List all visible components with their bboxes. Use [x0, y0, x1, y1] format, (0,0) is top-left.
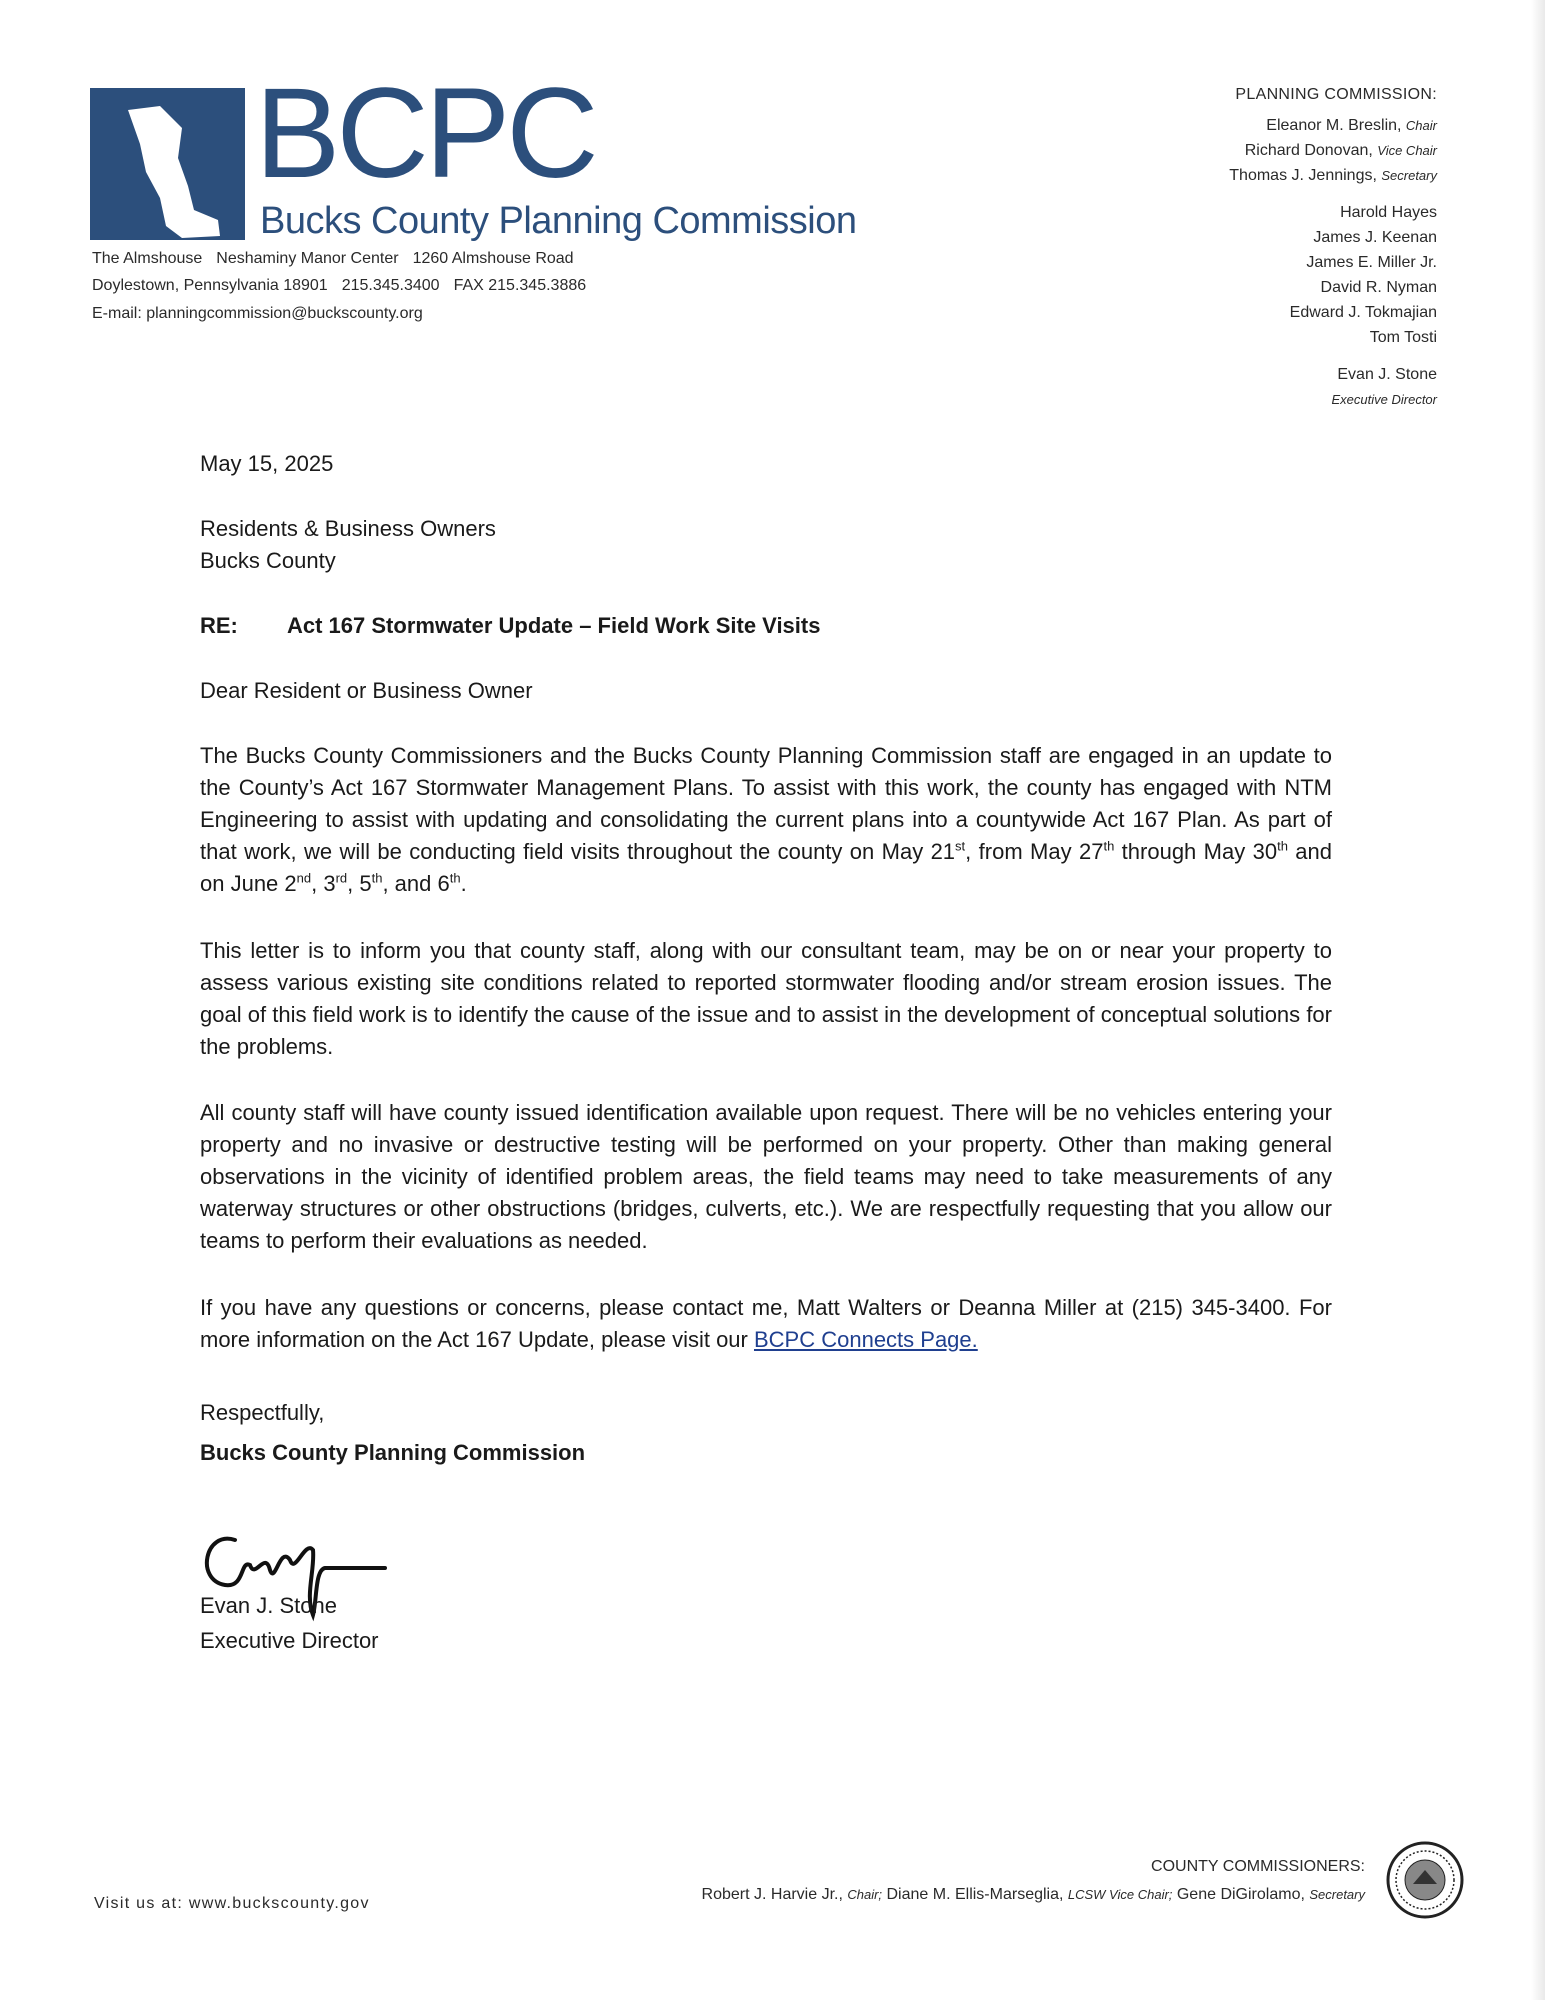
- bcpc-connects-link[interactable]: BCPC Connects Page.: [753, 1327, 978, 1352]
- logo-wordmark: BCPC: [255, 62, 595, 205]
- roster-officer: Richard Donovan, Vice Chair: [1244, 142, 1437, 159]
- org-name: Bucks County Planning Commission: [260, 200, 857, 242]
- roster-officer: Eleanor M. Breslin, Chair: [1266, 117, 1437, 134]
- paragraph-4: If you have any questions or concerns, please contact me, Matt Walters or Deanna Miller at (215) 345-3400. For more information on the Act 167 Update, please visit our BCPC Connects Page.: [200, 1295, 1332, 1352]
- roster-member: James E. Miller Jr.: [1306, 254, 1437, 271]
- roster-heading: PLANNING COMMISSION:: [1235, 86, 1437, 103]
- re-label: RE:: [200, 613, 238, 638]
- roster-member: Tom Tosti: [1369, 329, 1437, 346]
- planning-commission-roster: [1229, 82, 1437, 412]
- bucks-county-map-logo-icon: [90, 88, 245, 240]
- re-subject: Act 167 Stormwater Update – Field Work Site Visits: [287, 613, 821, 638]
- paragraph-3: All county staff will have county issued identification available upon request. There will be no vehicles entering your property and no invasive or destructive testing will be performed on your property. Other than making general observations in the vicinity of identified problem areas, the field teams may need to take measurements of any waterway structures or other obstructions (bridges, culverts, etc.). We are respectfully requesting that you allow our teams to perform their evaluations as needed.: [200, 1100, 1332, 1253]
- subject-line: [200, 610, 1332, 642]
- recipient-line-1: Residents & Business Owners: [200, 516, 496, 541]
- roster-officer: Thomas J. Jennings, Secretary: [1229, 167, 1437, 184]
- email-line: E-mail: planningcommission@buckscounty.org: [92, 305, 423, 322]
- paragraph-2: This letter is to inform you that county staff, along with our consultant team, may be on or near your property to assess various existing site conditions related to reported stormwater flooding and/or stream erosion issues. The goal of this field work is to identify the cause of the issue and to assist in the development of conceptual solutions for the problems.: [200, 938, 1332, 1059]
- roster-member: James J. Keenan: [1313, 229, 1437, 246]
- signer-name: Evan J. Stone: [200, 1593, 337, 1618]
- recipient-line-2: Bucks County: [200, 548, 336, 573]
- county-seal-icon: [1385, 1840, 1465, 1920]
- address-line-1: The Almshouse Neshaminy Manor Center 1260 Almshouse Road: [92, 250, 574, 267]
- letter-date: May 15, 2025: [200, 451, 334, 476]
- closing: Respectfully,: [200, 1400, 325, 1425]
- roster-member: Edward J. Tokmajian: [1289, 304, 1437, 321]
- roster-member: David R. Nyman: [1320, 279, 1437, 296]
- roster-director-title: Executive Director: [1331, 392, 1437, 407]
- closing-org: Bucks County Planning Commission: [200, 1440, 586, 1465]
- commissioners-heading: COUNTY COMMISSIONERS:: [1151, 1858, 1365, 1875]
- commissioners-list: Robert J. Harvie Jr., Chair; Diane M. Ellis-Marseglia, LCSW Vice Chair; Gene DiGirolamo, Secretary: [701, 1886, 1365, 1903]
- paragraph-1: The Bucks County Commissioners and the Bucks County Planning Commission staff are engaged in an update to the County’s Act 167 Stormwater Management Plans. To assist with this work, the county has engaged with NTM Engineering to assist with updating and consolidating the current plans into a countywide Act 167 Plan. As part of that work, we will be conducting field visits throughout the county on May 21st, from May 27th through May 30th and on June 2nd, 3rd, 5th, and 6th.: [200, 743, 1333, 896]
- roster-member: Harold Hayes: [1340, 204, 1437, 221]
- roster-director-name: Evan J. Stone: [1337, 366, 1437, 383]
- footer-website: Visit us at: www.buckscounty.gov: [94, 1895, 370, 1912]
- signer-title: Executive Director: [200, 1628, 379, 1653]
- page-edge-shadow: [1531, 0, 1545, 2000]
- address-line-2: Doylestown, Pennsylvania 18901 215.345.3400 FAX 215.345.3886: [92, 277, 587, 294]
- salutation: Dear Resident or Business Owner: [200, 678, 533, 703]
